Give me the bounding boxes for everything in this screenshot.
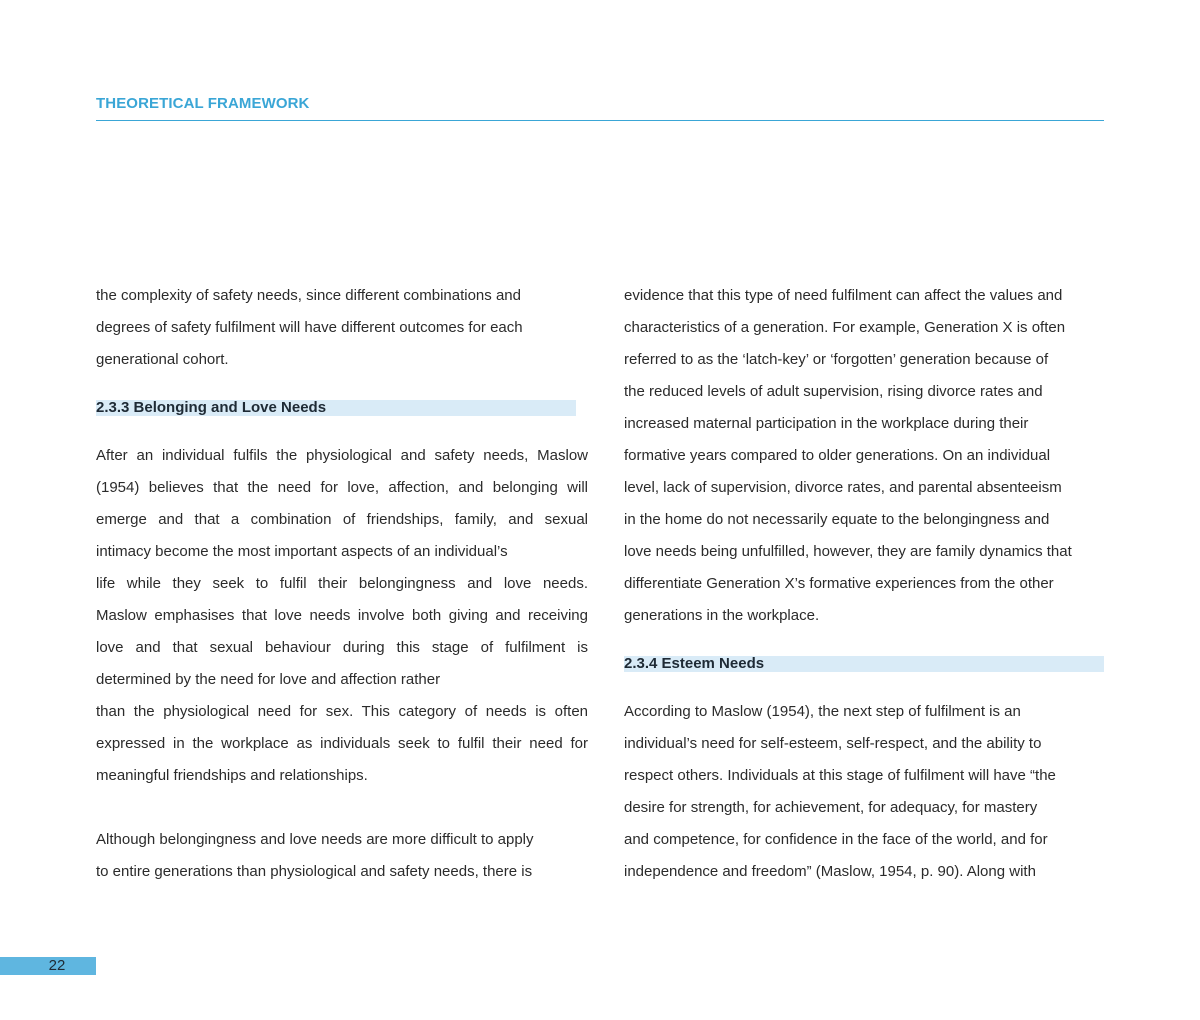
text-line: independence and freedom” (Maslow, 1954, p. 90). Along with (624, 863, 1036, 880)
intro-paragraph (96, 280, 588, 376)
esteem-paragraph (624, 696, 1104, 888)
applicability-paragraph (96, 824, 588, 888)
page-number: 22 (48, 957, 66, 974)
text-line: the complexity of safety needs, since different combinations and (96, 287, 521, 304)
text-line: life while they seek to fulfil their belongingness and love needs. (96, 575, 588, 592)
text-line: Although belongingness and love needs are more difficult to apply (96, 831, 534, 848)
text-line: formative years compared to older generations. On an individual (624, 447, 1051, 464)
text-line: the reduced levels of adult supervision, rising divorce rates and (624, 383, 1043, 400)
text-line: and competence, for confidence in the face of the world, and for (624, 831, 1048, 848)
text-line: in the home do not necessarily equate to the belongingness and (624, 511, 1050, 528)
generation-x-paragraph (624, 280, 1104, 632)
text-line: expressed in the workplace as individuals seek to fulfil their need for (96, 735, 588, 752)
text-line: generations in the workplace. (624, 607, 820, 624)
text-line: (1954) believes that the need for love, affection, and belonging will (96, 479, 588, 496)
text-line: According to Maslow (1954), the next step of fulfilment is an (624, 703, 1021, 720)
belonging-paragraph (96, 440, 588, 792)
text-line: increased maternal participation in the workplace during their (624, 415, 1029, 432)
text-line: emerge and that a combination of friendships, family, and sexual (96, 511, 588, 528)
text-line: differentiate Generation X’s formative experiences from the other (624, 575, 1054, 592)
text-line: respect others. Individuals at this stage of fulfilment will have “the (624, 767, 1056, 784)
belonging-heading: 2.3.3 Belonging and Love Needs (96, 400, 576, 416)
text-line: desire for strength, for achievement, for adequacy, for mastery (624, 799, 1038, 816)
text-line: degrees of safety fulfilment will have different outcomes for each (96, 319, 523, 336)
text-line: referred to as the ‘latch-key’ or ‘forgotten’ generation because of (624, 351, 1049, 368)
left-column (96, 280, 588, 888)
esteem-heading: 2.3.4 Esteem Needs (624, 656, 1104, 672)
paragraph-gap (96, 792, 588, 824)
text-line: level, lack of supervision, divorce rates, and parental absenteeism (624, 479, 1062, 496)
text-line: Maslow emphasises that love needs involve both giving and receiving (96, 607, 588, 624)
text-line: characteristics of a generation. For example, Generation X is often (624, 319, 1066, 336)
text-line: After an individual fulfils the physiological and safety needs, Maslow (96, 447, 588, 464)
text-line: intimacy become the most important aspects of an individual’s (96, 543, 508, 560)
text-line: love needs being unfulfilled, however, they are family dynamics that (624, 543, 1072, 560)
section-title: THEORETICAL FRAMEWORK (96, 95, 310, 112)
text-line: love and that sexual behaviour during this stage of fulfilment is (96, 639, 588, 656)
text-line: determined by the need for love and affection rather (96, 671, 441, 688)
text-line: to entire generations than physiological and safety needs, there is (96, 863, 533, 880)
header-divider (96, 120, 1104, 121)
text-line: evidence that this type of need fulfilment can affect the values and (624, 287, 1063, 304)
right-column (624, 280, 1104, 888)
text-line: meaningful friendships and relationships. (96, 767, 368, 784)
text-line: individual’s need for self-esteem, self-respect, and the ability to (624, 735, 1042, 752)
text-line: generational cohort. (96, 351, 229, 368)
text-line: than the physiological need for sex. This category of needs is often (96, 703, 588, 720)
